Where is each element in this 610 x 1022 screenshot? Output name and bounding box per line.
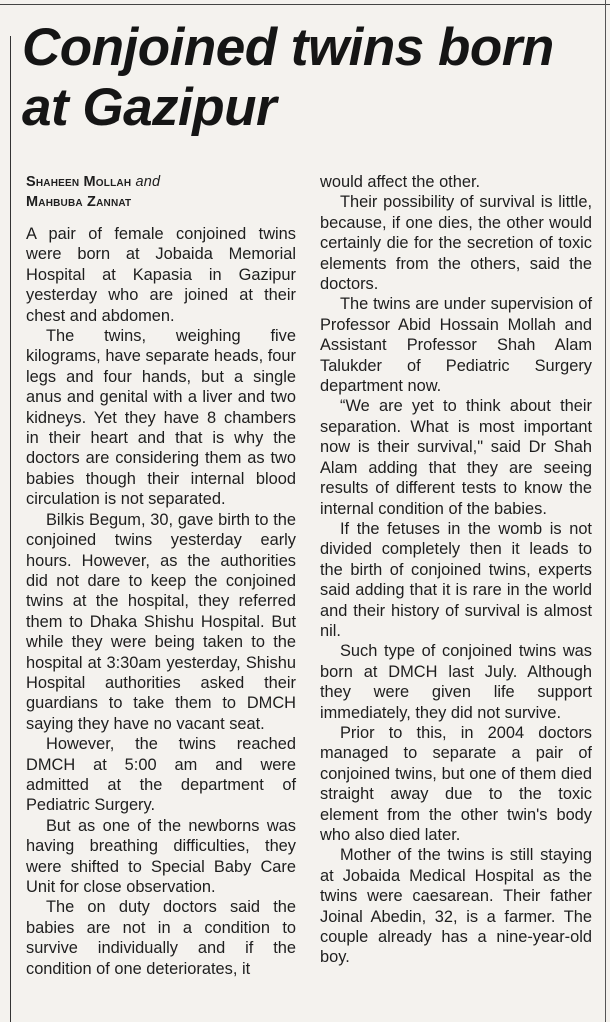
author-2: Mahbuba Zannat bbox=[26, 194, 132, 210]
paragraph-10: If the fetuses in the womb is not divided completely then it leads to the birth of conjoined twins, experts said adding that it is rare in the world and their history of survival is almost nil. bbox=[320, 519, 592, 640]
right-edge-rule bbox=[605, 0, 606, 1022]
right-column bbox=[320, 172, 592, 968]
paragraph-8: The twins are under supervision of Professor Abid Hossain Mollah and Assistant Professor Shah Alam Talukder of Pediatric Surgery department now. bbox=[320, 295, 592, 396]
paragraph-5: But as one of the newborns was having breathing difficulties, they were shifted to Special Baby Care Unit for close observation. bbox=[26, 816, 296, 896]
author-1: Shaheen Mollah bbox=[26, 174, 132, 190]
left-column-rule bbox=[10, 36, 11, 1022]
paragraph-3: Bilkis Begum, 30, gave birth to the conjoined twins yesterday early hours. However, as the authorities did not dare to keep the conjoined twins at the hospital, they referred them to Dhaka Shishu Hospital. But while they were being taken to the hospital at 3:30am yesterday, Shishu Hospital authorities asked their guardians to take them to DMCH saying they have no vacant seat. bbox=[26, 510, 296, 733]
paragraph-1: A pair of female conjoined twins were born at Jobaida Memorial Hospital at Kapasia in Gazipur yesterday who are joined at their chest and abdomen. bbox=[26, 225, 296, 325]
paragraph-11: Such type of conjoined twins was born at DMCH last July. Although they were given life support immediately, they did not survive. bbox=[320, 642, 592, 722]
left-column bbox=[26, 172, 296, 979]
paragraph-9: “We are yet to think about their separation. What is most important now is their survival," said Dr Shah Alam adding that they are seeing results of different tests to know the internal condition of the babies. bbox=[320, 397, 592, 518]
paragraph-4: However, the twins reached DMCH at 5:00 am and were admitted at the department of Pediatric Surgery. bbox=[26, 735, 296, 815]
paragraph-13: Mother of the twins is still staying at Jobaida Medical Hospital as the twins were caesarean. Their father Joinal Abedin, 32, is a farmer. The couple already has a nine-year-old boy. bbox=[320, 846, 592, 967]
byline-conjunction: and bbox=[135, 174, 161, 190]
paragraph-6-continued: would affect the other. bbox=[320, 173, 481, 191]
byline bbox=[26, 172, 296, 212]
paragraph-2: The twins, weighing five kilograms, have separate heads, four legs and four hands, but a single anus and genital with a liver and two kidneys. Yet they have 8 chambers in their heart and that is why the doctors are considering them as two babies though their internal blood circulation is not separated. bbox=[26, 327, 296, 509]
paragraph-12: Prior to this, in 2004 doctors managed to separate a pair of conjoined twins, but one of them died straight away due to the toxic element from the other twin's body who also died later. bbox=[320, 723, 592, 844]
top-rule bbox=[0, 4, 610, 5]
paragraph-6: The on duty doctors said the babies are not in a condition to survive individually and if the condition of one deteriorates, it bbox=[26, 898, 296, 978]
paragraph-7: Their possibility of survival is little, because, if one dies, the other would certainly die for the secretion of toxic elements from the others, said the doctors. bbox=[320, 193, 592, 294]
headline: Conjoined twins born at Gazipur bbox=[22, 18, 554, 137]
